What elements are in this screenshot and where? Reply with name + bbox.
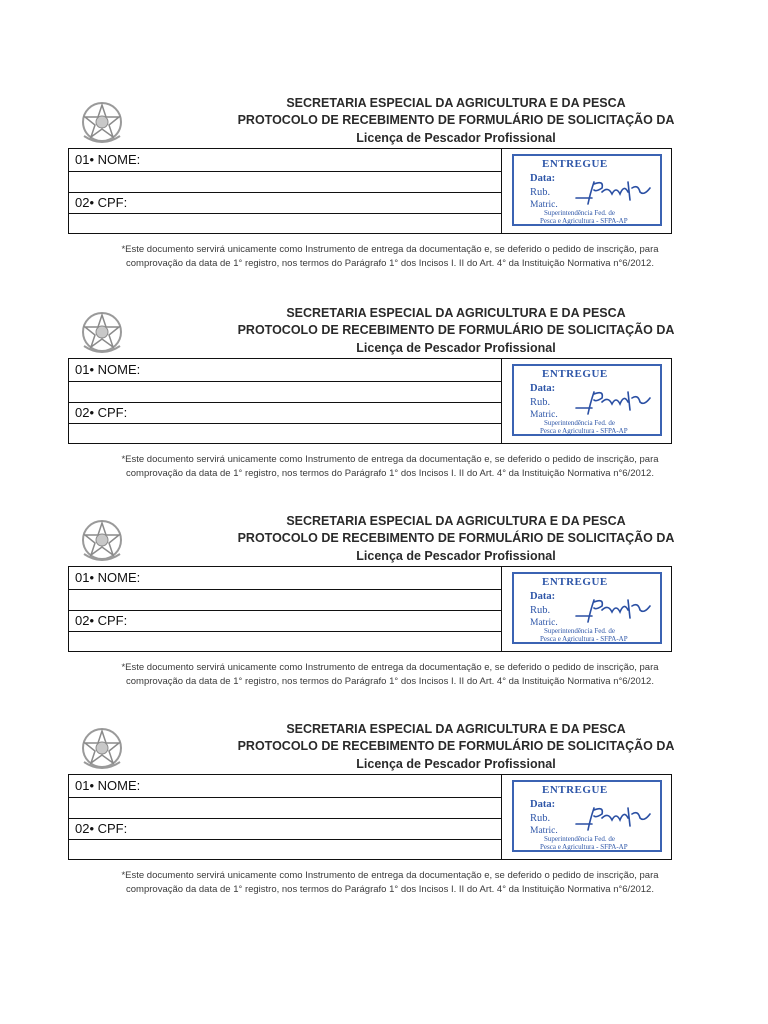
header-line-2: PROTOCOLO DE RECEBIMENTO DE FORMULÁRIO DE SOLICITAÇÃO DA: [237, 739, 675, 753]
stamp-title: ENTREGUE: [542, 576, 608, 588]
note-line-2: comprovação da data de 1° registro, nos termos do Parágrafo 1° dos Incisos I. II do Art. 4° da Instituição Normativa n°6/2012.: [126, 258, 654, 269]
stamp-pesca: Pesca e Agricultura - SFPA-AP: [540, 635, 628, 643]
entregue-stamp: [512, 572, 662, 644]
stamp-data-label: Data:: [530, 383, 556, 394]
stamp-pesca: Pesca e Agricultura - SFPA-AP: [540, 427, 628, 435]
stamp-cell: [502, 774, 672, 860]
stamp-rub-label: Rub.: [530, 813, 551, 824]
nome-label: 01• NOME:: [75, 570, 141, 585]
nome-label: 01• NOME:: [75, 778, 141, 793]
disclaimer-note: [90, 661, 690, 689]
stamp-title: ENTREGUE: [542, 368, 608, 380]
stamp-matric-label: Matric.: [530, 826, 558, 836]
header-line-3: Licença de Pescador Profissional: [356, 131, 556, 145]
protocol-form-2: [0, 306, 768, 506]
protocol-form-4: [0, 722, 768, 922]
nome-field-line[interactable]: [69, 171, 501, 172]
disclaimer-note: [90, 243, 690, 271]
stamp-superintendencia: Superintendência Fed. de: [544, 419, 615, 427]
applicant-fields-box: [68, 774, 502, 860]
entregue-stamp: [512, 154, 662, 226]
header-line-1: SECRETARIA ESPECIAL DA AGRICULTURA E DA PESCA: [286, 722, 626, 736]
entregue-stamp: [512, 780, 662, 852]
note-line-1: *Este documento servirá unicamente como Instrumento de entrega da documentação e, se deferido o pedido de inscrição, para: [121, 244, 659, 255]
signature-icon: [572, 386, 656, 416]
stamp-superintendencia: Superintendência Fed. de: [544, 209, 615, 217]
header-line-2: PROTOCOLO DE RECEBIMENTO DE FORMULÁRIO DE SOLICITAÇÃO DA: [237, 113, 675, 127]
coat-of-arms-icon: [76, 306, 128, 358]
disclaimer-note: [90, 869, 690, 897]
coat-of-arms-icon: [76, 514, 128, 566]
stamp-data-label: Data:: [530, 799, 556, 810]
note-line-2: comprovação da data de 1° registro, nos termos do Parágrafo 1° dos Incisos I. II do Art. 4° da Instituição Normativa n°6/2012.: [126, 884, 654, 895]
header-line-2: PROTOCOLO DE RECEBIMENTO DE FORMULÁRIO DE SOLICITAÇÃO DA: [237, 323, 675, 337]
stamp-cell: [502, 358, 672, 444]
stamp-superintendencia: Superintendência Fed. de: [544, 627, 615, 635]
divider-line: [69, 610, 501, 611]
header-line-2: PROTOCOLO DE RECEBIMENTO DE FORMULÁRIO DE SOLICITAÇÃO DA: [237, 531, 675, 545]
stamp-title: ENTREGUE: [542, 784, 608, 796]
header-line-1: SECRETARIA ESPECIAL DA AGRICULTURA E DA PESCA: [286, 306, 626, 320]
stamp-pesca: Pesca e Agricultura - SFPA-AP: [540, 217, 628, 225]
note-line-2: comprovação da data de 1° registro, nos termos do Parágrafo 1° dos Incisos I. II do Art. 4° da Instituição Normativa n°6/2012.: [126, 676, 654, 687]
cpf-label: 02• CPF:: [75, 613, 128, 628]
divider-line: [69, 192, 501, 193]
stamp-title: ENTREGUE: [542, 158, 608, 170]
cpf-label: 02• CPF:: [75, 821, 128, 836]
stamp-matric-label: Matric.: [530, 200, 558, 210]
entregue-stamp: [512, 364, 662, 436]
stamp-pesca: Pesca e Agricultura - SFPA-AP: [540, 843, 628, 851]
note-line-1: *Este documento servirá unicamente como Instrumento de entrega da documentação e, se deferido o pedido de inscrição, para: [121, 662, 659, 673]
nome-label: 01• NOME:: [75, 152, 141, 167]
stamp-rub-label: Rub.: [530, 187, 551, 198]
nome-field-line[interactable]: [69, 589, 501, 590]
coat-of-arms-icon: [76, 96, 128, 148]
coat-of-arms-icon: [76, 722, 128, 774]
applicant-fields-box: [68, 358, 502, 444]
cpf-label: 02• CPF:: [75, 195, 128, 210]
nome-field-line[interactable]: [69, 797, 501, 798]
divider-line: [69, 818, 501, 819]
nome-field-line[interactable]: [69, 381, 501, 382]
stamp-superintendencia: Superintendência Fed. de: [544, 835, 615, 843]
stamp-data-label: Data:: [530, 591, 556, 602]
disclaimer-note: [90, 453, 690, 481]
stamp-matric-label: Matric.: [530, 618, 558, 628]
stamp-matric-label: Matric.: [530, 410, 558, 420]
signature-icon: [572, 802, 656, 832]
header-line-3: Licença de Pescador Profissional: [356, 549, 556, 563]
protocol-form-1: [0, 96, 768, 296]
stamp-rub-label: Rub.: [530, 397, 551, 408]
note-line-1: *Este documento servirá unicamente como Instrumento de entrega da documentação e, se deferido o pedido de inscrição, para: [121, 870, 659, 881]
nome-label: 01• NOME:: [75, 362, 141, 377]
cpf-label: 02• CPF:: [75, 405, 128, 420]
applicant-fields-box: [68, 148, 502, 234]
protocol-form-3: [0, 514, 768, 714]
divider-line: [69, 402, 501, 403]
header-line-1: SECRETARIA ESPECIAL DA AGRICULTURA E DA PESCA: [286, 96, 626, 110]
note-line-1: *Este documento servirá unicamente como Instrumento de entrega da documentação e, se deferido o pedido de inscrição, para: [121, 454, 659, 465]
cpf-field-line[interactable]: [69, 839, 501, 840]
stamp-data-label: Data:: [530, 173, 556, 184]
header-line-3: Licença de Pescador Profissional: [356, 757, 556, 771]
header-line-3: Licença de Pescador Profissional: [356, 341, 556, 355]
cpf-field-line[interactable]: [69, 631, 501, 632]
stamp-cell: [502, 148, 672, 234]
stamp-cell: [502, 566, 672, 652]
stamp-rub-label: Rub.: [530, 605, 551, 616]
cpf-field-line[interactable]: [69, 423, 501, 424]
note-line-2: comprovação da data de 1° registro, nos termos do Parágrafo 1° dos Incisos I. II do Art. 4° da Instituição Normativa n°6/2012.: [126, 468, 654, 479]
signature-icon: [572, 176, 656, 206]
cpf-field-line[interactable]: [69, 213, 501, 214]
applicant-fields-box: [68, 566, 502, 652]
header-line-1: SECRETARIA ESPECIAL DA AGRICULTURA E DA PESCA: [286, 514, 626, 528]
signature-icon: [572, 594, 656, 624]
